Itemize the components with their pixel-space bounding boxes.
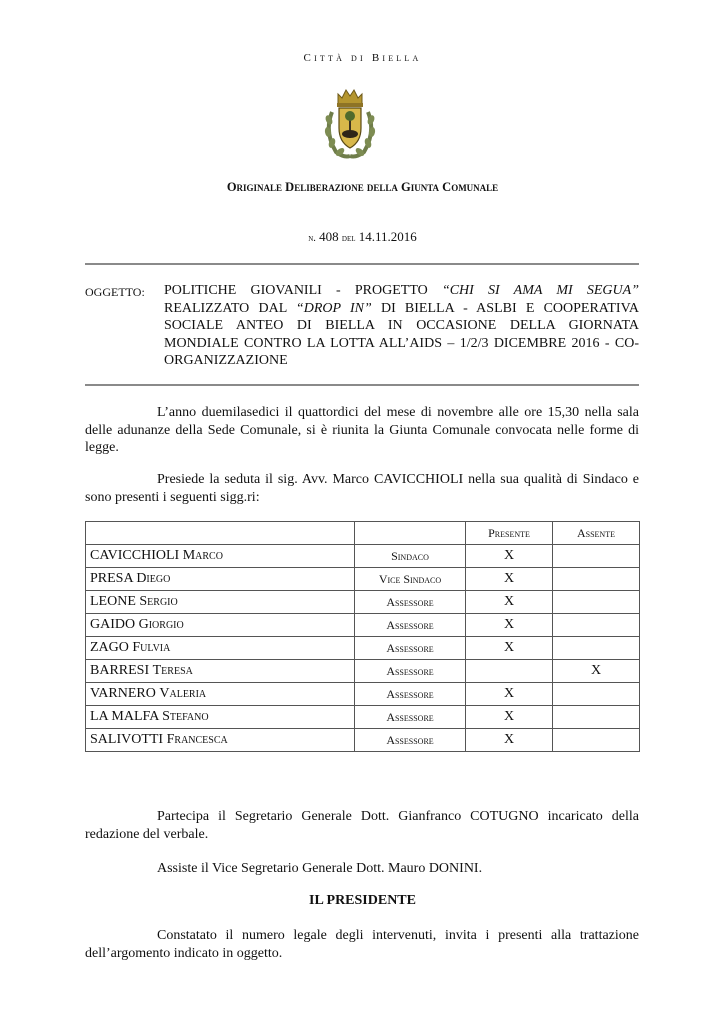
assente-mark bbox=[553, 614, 640, 637]
divider-bottom bbox=[85, 384, 639, 386]
attendance-row bbox=[86, 683, 640, 706]
presente-mark: X bbox=[466, 545, 553, 568]
header-assente: Assente bbox=[553, 522, 640, 545]
attendance-row bbox=[86, 568, 640, 591]
deliberation-number-line bbox=[0, 229, 725, 245]
document-type-heading: Originale Deliberazione della Giunta Comunale bbox=[226, 180, 499, 194]
member-role: Assessore bbox=[355, 683, 466, 706]
quorum-text: Constatato il numero legale degli intervenuti, invita i presenti alla trattazione dell’argomento indicato in oggetto. bbox=[85, 928, 639, 961]
assente-mark bbox=[553, 706, 640, 729]
member-surname: GAIDO bbox=[90, 617, 136, 632]
presente-mark bbox=[466, 660, 553, 683]
member-role: Assessore bbox=[355, 660, 466, 683]
chair-text: Presiede la seduta il sig. Avv. Marco CAVICCHIOLI nella sua qualità di Sindaco e sono presenti i seguenti sigg.ri: bbox=[85, 472, 639, 505]
presente-mark: X bbox=[466, 568, 553, 591]
attendance-row bbox=[86, 614, 640, 637]
member-surname: LA MALFA bbox=[90, 709, 159, 724]
member-role: Sindaco bbox=[355, 545, 466, 568]
intro-paragraph bbox=[85, 404, 639, 457]
subject-label: OGGETTO: bbox=[85, 285, 145, 299]
assente-mark bbox=[553, 591, 640, 614]
number-prefix: n. bbox=[308, 233, 316, 244]
subject-text-part: DI BIELLA - ASLBI E COOPERATIVA SOCIALE ANTEO DI BIELLA IN OCCASIONE DELLA GIORNATA MONDIALE CONTRO LA LOTTA ALL’AIDS – 1/2/3 DICEMBRE 2016 - CO-ORGANIZZAZIONE bbox=[164, 300, 639, 368]
member-name-cell bbox=[86, 568, 355, 591]
attendance-header-row bbox=[86, 522, 640, 545]
member-first-name: Valeria bbox=[159, 686, 207, 701]
attendance-row bbox=[86, 545, 640, 568]
member-role: Assessore bbox=[355, 614, 466, 637]
attendance-row bbox=[86, 591, 640, 614]
member-first-name: Marco bbox=[182, 548, 223, 563]
subject-drop-in-name: “DROP IN” bbox=[295, 300, 372, 316]
member-name-cell bbox=[86, 545, 355, 568]
member-surname: CAVICCHIOLI bbox=[90, 548, 180, 563]
member-name-cell bbox=[86, 614, 355, 637]
quorum-paragraph bbox=[85, 927, 639, 962]
city-name: Città di Biella bbox=[303, 52, 422, 64]
member-first-name: Fulvia bbox=[132, 640, 171, 655]
assente-mark bbox=[553, 545, 640, 568]
city-coat-of-arms-icon bbox=[318, 82, 382, 162]
attendance-row bbox=[86, 706, 640, 729]
member-first-name: Giorgio bbox=[138, 617, 184, 632]
member-first-name: Stefano bbox=[162, 709, 209, 724]
secretary-paragraph bbox=[85, 808, 639, 843]
member-name-cell bbox=[86, 729, 355, 752]
member-surname: LEONE bbox=[90, 594, 136, 609]
secretary-text: Partecipa il Segretario Generale Dott. Gianfranco COTUGNO incaricato della redazione del verbale. bbox=[85, 809, 639, 842]
presente-mark: X bbox=[466, 729, 553, 752]
presente-mark: X bbox=[466, 591, 553, 614]
header-empty-cell bbox=[86, 522, 355, 545]
member-surname: BARRESI bbox=[90, 663, 150, 678]
subject-text-part: POLITICHE GIOVANILI - PROGETTO bbox=[164, 283, 442, 298]
header-presente: Presente bbox=[466, 522, 553, 545]
attendance-row bbox=[86, 729, 640, 752]
assente-mark bbox=[553, 568, 640, 591]
presidente-heading: IL PRESIDENTE bbox=[309, 893, 416, 908]
presente-mark: X bbox=[466, 683, 553, 706]
attendance-row bbox=[86, 637, 640, 660]
chair-paragraph bbox=[85, 471, 639, 506]
subject-text-part: REALIZZATO DAL bbox=[164, 300, 296, 316]
assente-mark bbox=[553, 729, 640, 752]
member-first-name: Teresa bbox=[152, 663, 193, 678]
presente-mark: X bbox=[466, 637, 553, 660]
presente-mark: X bbox=[466, 614, 553, 637]
divider-top bbox=[85, 263, 639, 265]
subject-project-title: “CHI SI AMA MI SEGUA” bbox=[441, 283, 639, 298]
deliberation-number: 408 bbox=[319, 229, 339, 244]
vice-secretary-paragraph bbox=[85, 860, 639, 878]
member-first-name: Diego bbox=[136, 571, 171, 586]
vice-secretary-text: Assiste il Vice Segretario Generale Dott. Mauro DONINI. bbox=[157, 861, 483, 876]
intro-text: L’anno duemilasedici il quattordici del mese di novembre alle ore 15,30 nella sala delle adunanze della Sede Comunale, si è riunita la Giunta Comunale convocata nelle forme di legge. bbox=[85, 405, 639, 455]
assente-mark bbox=[553, 683, 640, 706]
member-surname: ZAGO bbox=[90, 640, 129, 655]
presente-mark: X bbox=[466, 706, 553, 729]
member-name-cell bbox=[86, 706, 355, 729]
member-first-name: Sergio bbox=[139, 594, 178, 609]
member-name-cell bbox=[86, 660, 355, 683]
member-role: Vice Sindaco bbox=[355, 568, 466, 591]
member-role: Assessore bbox=[355, 591, 466, 614]
member-surname: SALIVOTTI bbox=[90, 732, 164, 747]
member-role: Assessore bbox=[355, 637, 466, 660]
member-name-cell bbox=[86, 637, 355, 660]
member-first-name: Francesca bbox=[166, 732, 228, 747]
member-name-cell bbox=[86, 683, 355, 706]
member-role: Assessore bbox=[355, 729, 466, 752]
member-surname: PRESA bbox=[90, 571, 133, 586]
assente-mark bbox=[553, 637, 640, 660]
member-role: Assessore bbox=[355, 706, 466, 729]
member-surname: VARNERO bbox=[90, 686, 156, 701]
date-prefix: del bbox=[341, 233, 356, 244]
assente-mark: X bbox=[553, 660, 640, 683]
deliberation-date: 14.11.2016 bbox=[358, 229, 417, 244]
header-empty-cell bbox=[355, 522, 466, 545]
attendance-row bbox=[86, 660, 640, 683]
subject-text bbox=[164, 282, 639, 370]
member-name-cell bbox=[86, 591, 355, 614]
attendance-table bbox=[85, 521, 640, 752]
